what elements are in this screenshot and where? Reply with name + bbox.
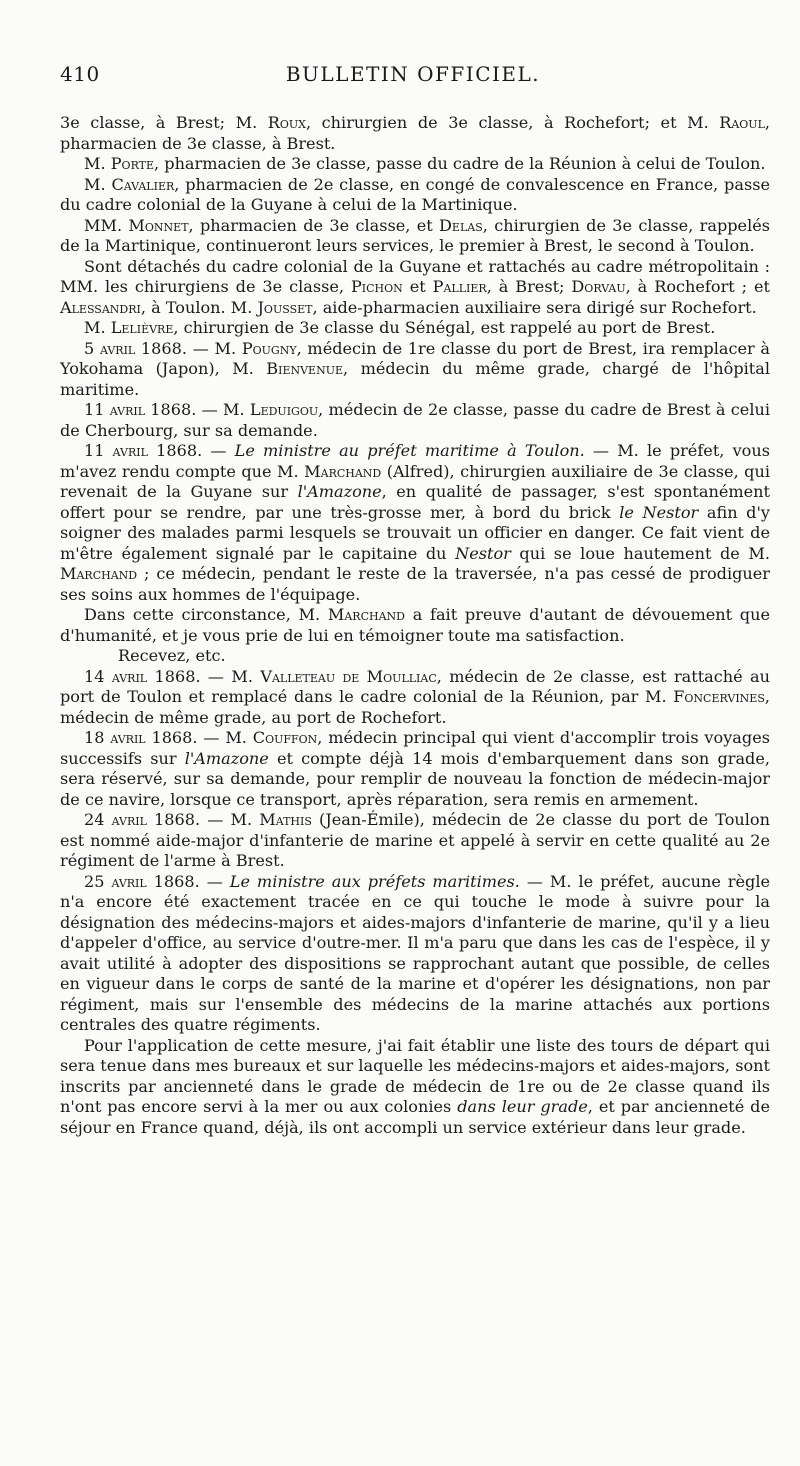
- person-name: Porte: [110, 154, 155, 173]
- person-name: Marchand: [60, 564, 138, 583]
- running-title: BULLETIN OFFICIEL.: [285, 62, 541, 86]
- text-run: — M. le préfet, vous m'avez rendu compte que M.: [60, 441, 770, 481]
- person-name: Marchand: [304, 461, 382, 481]
- person-name: Foncervines: [673, 687, 765, 706]
- person-name: avril: [111, 810, 147, 829]
- text-run: , médecin de 2e classe, est rattaché au port de Toulon et remplacé dans le cadre colonial de la Réunion, par M.: [60, 666, 770, 706]
- text-run: , pharmacien de 3e classe, passe du cadre de la Réunion à celui de Toulon.: [154, 154, 766, 173]
- person-name: Leduigou: [249, 400, 319, 419]
- page-number: 410: [60, 62, 100, 86]
- text-run: 3e classe, à Brest; M.: [60, 113, 268, 132]
- text-run: — M. le préfet, aucune règle n'a encore été exactement tracée en ce qui touche le mode à suivre pour la désignation des médecins-majors et aides-majors d'infanterie de marine, qu'il y a lieu d'appeler d'office, au service d'outre-mer. Il m'a paru que dans les cas de l'espèce, il y avait utilité à adopter des dispositions se rapprochant autant que possible, de celles en vigueur dans le corps de santé de la marine et d'opérer les désignations, non par régiment, mais sur l'ensemble des médecins de la marine attachés aux portions centrales des quatre régiments.: [60, 871, 770, 1034]
- person-name: Delas: [439, 215, 483, 235]
- text-run: , médecin de même grade, au port de Rochefort.: [60, 687, 770, 727]
- person-name: Couffon: [252, 728, 318, 747]
- person-name: Mathis: [259, 810, 312, 829]
- person-name: Marchand: [327, 605, 405, 624]
- text-run: , aide-pharmacien auxiliaire sera dirigé sur Rochefort.: [312, 297, 757, 317]
- text-run: 25: [84, 871, 112, 891]
- text-run: Sont détachés du cadre colonial de la Guyane et rattachés au cadre métropolitain : MM. les chirurgiens de 3e classe,: [60, 256, 770, 296]
- italic-text: l'Amazone: [184, 748, 269, 768]
- text-run: , en qualité de passager, s'est spontanément offert pour se rendre, par une très-grosse mer, à bord du brick: [60, 482, 770, 522]
- paragraph: [60, 318, 770, 339]
- person-name: avril: [110, 728, 146, 747]
- text-run: , à Rochefort ; et: [625, 277, 770, 296]
- person-name: avril: [109, 400, 146, 419]
- text-run: , pharmacien de 2e classe, en congé de convalescence en France, passe du cadre colonial de la Guyane à celui de la Martinique.: [60, 174, 770, 214]
- text-run: M.: [84, 154, 111, 173]
- text-run: , pharmacien de 3e classe, à Brest.: [60, 113, 770, 153]
- text-run: , chirurgien de 3e classe du Sénégal, est rappelé au port de Brest.: [173, 318, 716, 337]
- text-run: Recevez, etc.: [118, 646, 226, 665]
- paragraph: [60, 441, 770, 605]
- paragraph: [60, 728, 770, 810]
- person-name: avril: [99, 338, 136, 358]
- text-run: MM.: [84, 215, 129, 235]
- person-name: Raoul: [719, 113, 765, 132]
- person-name: Pallier: [432, 277, 487, 296]
- text-run: 18: [84, 728, 111, 747]
- text-run: , pharmacien de 3e classe, et: [188, 215, 440, 235]
- person-name: avril: [112, 441, 148, 460]
- text-run: M.: [84, 174, 112, 194]
- text-run: 1868. — M.: [145, 728, 253, 747]
- page-header: [60, 62, 766, 98]
- text-run: (Jean-Émile), médecin de 2e classe du port de Toulon est nommé aide-major d'infanterie de marine et appelé à servir en cette qualité au 2e régiment de l'arme à Brest.: [60, 810, 770, 870]
- paragraph: [60, 339, 770, 401]
- text-run: M.: [84, 318, 111, 337]
- text-run: et compte déjà 14 mois d'embarquement dans son grade, sera réservé, sur sa demande, pour remplir de nouveau la fonction de médecin-major de ce navire, lorsque ce transport, après réparation, sera remis en armement.: [60, 748, 770, 809]
- paragraph: [60, 154, 770, 175]
- person-name: Pichon: [350, 277, 403, 296]
- paragraph: [60, 257, 770, 319]
- text-run: 1868. — M.: [135, 338, 242, 358]
- text-run: Pour l'application de cette mesure, j'ai fait établir une liste des tours de départ qui sera tenue dans mes bureaux et sur laquelle les médecins-majors et aides-majors, sont inscrits par ancienneté dans le grade de médecin de 1re ou de 2e classe quand ils n'ont pas encore servi à la mer ou aux colonies: [60, 1035, 770, 1116]
- person-name: avril: [111, 871, 147, 891]
- italic-text: l'Amazone: [297, 482, 382, 501]
- text-run: 11: [84, 400, 110, 419]
- paragraph: [60, 400, 770, 441]
- text-run: , médecin de 1re classe du port de Brest, ira remplacer à Yokohama (Japon), M.: [60, 338, 770, 378]
- italic-text: Le ministre au préfet maritime à Toulon.: [234, 441, 585, 460]
- text-run: 11: [84, 441, 113, 460]
- text-run: , médecin principal qui vient d'accomplir trois voyages successifs sur: [60, 728, 770, 768]
- text-run: 1868. —: [146, 871, 230, 891]
- text-run: 1868. — M.: [147, 666, 261, 686]
- person-name: Alessandri: [60, 297, 141, 317]
- italic-text: dans leur grade: [457, 1097, 588, 1116]
- person-name: Pougny: [241, 338, 297, 358]
- paragraph: [60, 175, 770, 216]
- italic-text: le Nestor: [619, 502, 699, 522]
- paragraph: [60, 667, 770, 729]
- text-run: , chirurgien de 3e classe, à Rochefort; et M.: [306, 113, 720, 132]
- paragraph: [60, 1036, 770, 1139]
- text-run: , médecin de 2e classe, passe du cadre de Brest à celui de Cherbourg, sur sa demande.: [60, 400, 770, 440]
- text-run: , médecin du même grade, chargé de l'hôpital maritime.: [60, 359, 770, 399]
- person-name: avril: [111, 666, 148, 686]
- person-name: Monnet: [128, 215, 189, 235]
- person-name: Roux: [267, 113, 307, 132]
- text-run: afin d'y soigner des malades parmi lesquels se trouvait un officier en danger. Ce fait vient de m'être également signalé par le capitaine du: [60, 502, 771, 563]
- text-run: 1868. —: [147, 441, 235, 460]
- text-run: 14: [84, 666, 112, 686]
- text-run: ; ce médecin, pendant le reste de la traversée, n'a pas cessé de prodiguer ses soins aux hommes de l'équipage.: [60, 564, 770, 604]
- text-run: , à Brest;: [486, 277, 572, 296]
- paragraph: [60, 872, 770, 1036]
- text-run: , et par ancienneté de séjour en France quand, déjà, ils ont accompli un service extérieur dans leur grade.: [60, 1097, 771, 1137]
- italic-text: Nestor: [455, 543, 511, 563]
- text-run: et: [402, 277, 433, 296]
- text-run: 1868. — M.: [145, 400, 250, 419]
- text-run: , chirurgien de 3e classe, rappelés de la Martinique, continueront leurs services, le premier à Brest, le second à Toulon.: [60, 215, 770, 255]
- paragraph: [60, 216, 770, 257]
- text-run: (Alfred), chirurgien auxiliaire de 3e classe, qui revenait de la Guyane sur: [60, 461, 770, 501]
- text-run: , à Toulon. M.: [140, 297, 258, 317]
- person-name: Valleteau de Moulliac: [260, 666, 437, 686]
- paragraph: [60, 646, 770, 667]
- paragraph: [60, 810, 770, 872]
- person-name: Bienvenue: [266, 359, 344, 378]
- text-run: 1868. — M.: [146, 810, 260, 829]
- text-run: qui se loue hautement de M.: [510, 543, 770, 563]
- person-name: Jousset: [257, 297, 313, 317]
- person-name: Cavalier: [111, 174, 175, 194]
- text-run: a fait preuve d'autant de dévouement que d'humanité, et je vous prie de lui en témoigner toute ma satisfaction.: [60, 605, 770, 645]
- text-run: 24: [84, 810, 112, 829]
- paragraph: [60, 605, 770, 646]
- text-run: 5: [84, 338, 100, 358]
- person-name: Lelièvre: [110, 318, 174, 337]
- person-name: Dorvau: [571, 277, 626, 296]
- body-text: [60, 113, 770, 1138]
- paragraph: [60, 113, 770, 154]
- italic-text: Le ministre aux préfets maritimes.: [229, 871, 520, 891]
- text-run: Dans cette circonstance, M.: [84, 605, 328, 624]
